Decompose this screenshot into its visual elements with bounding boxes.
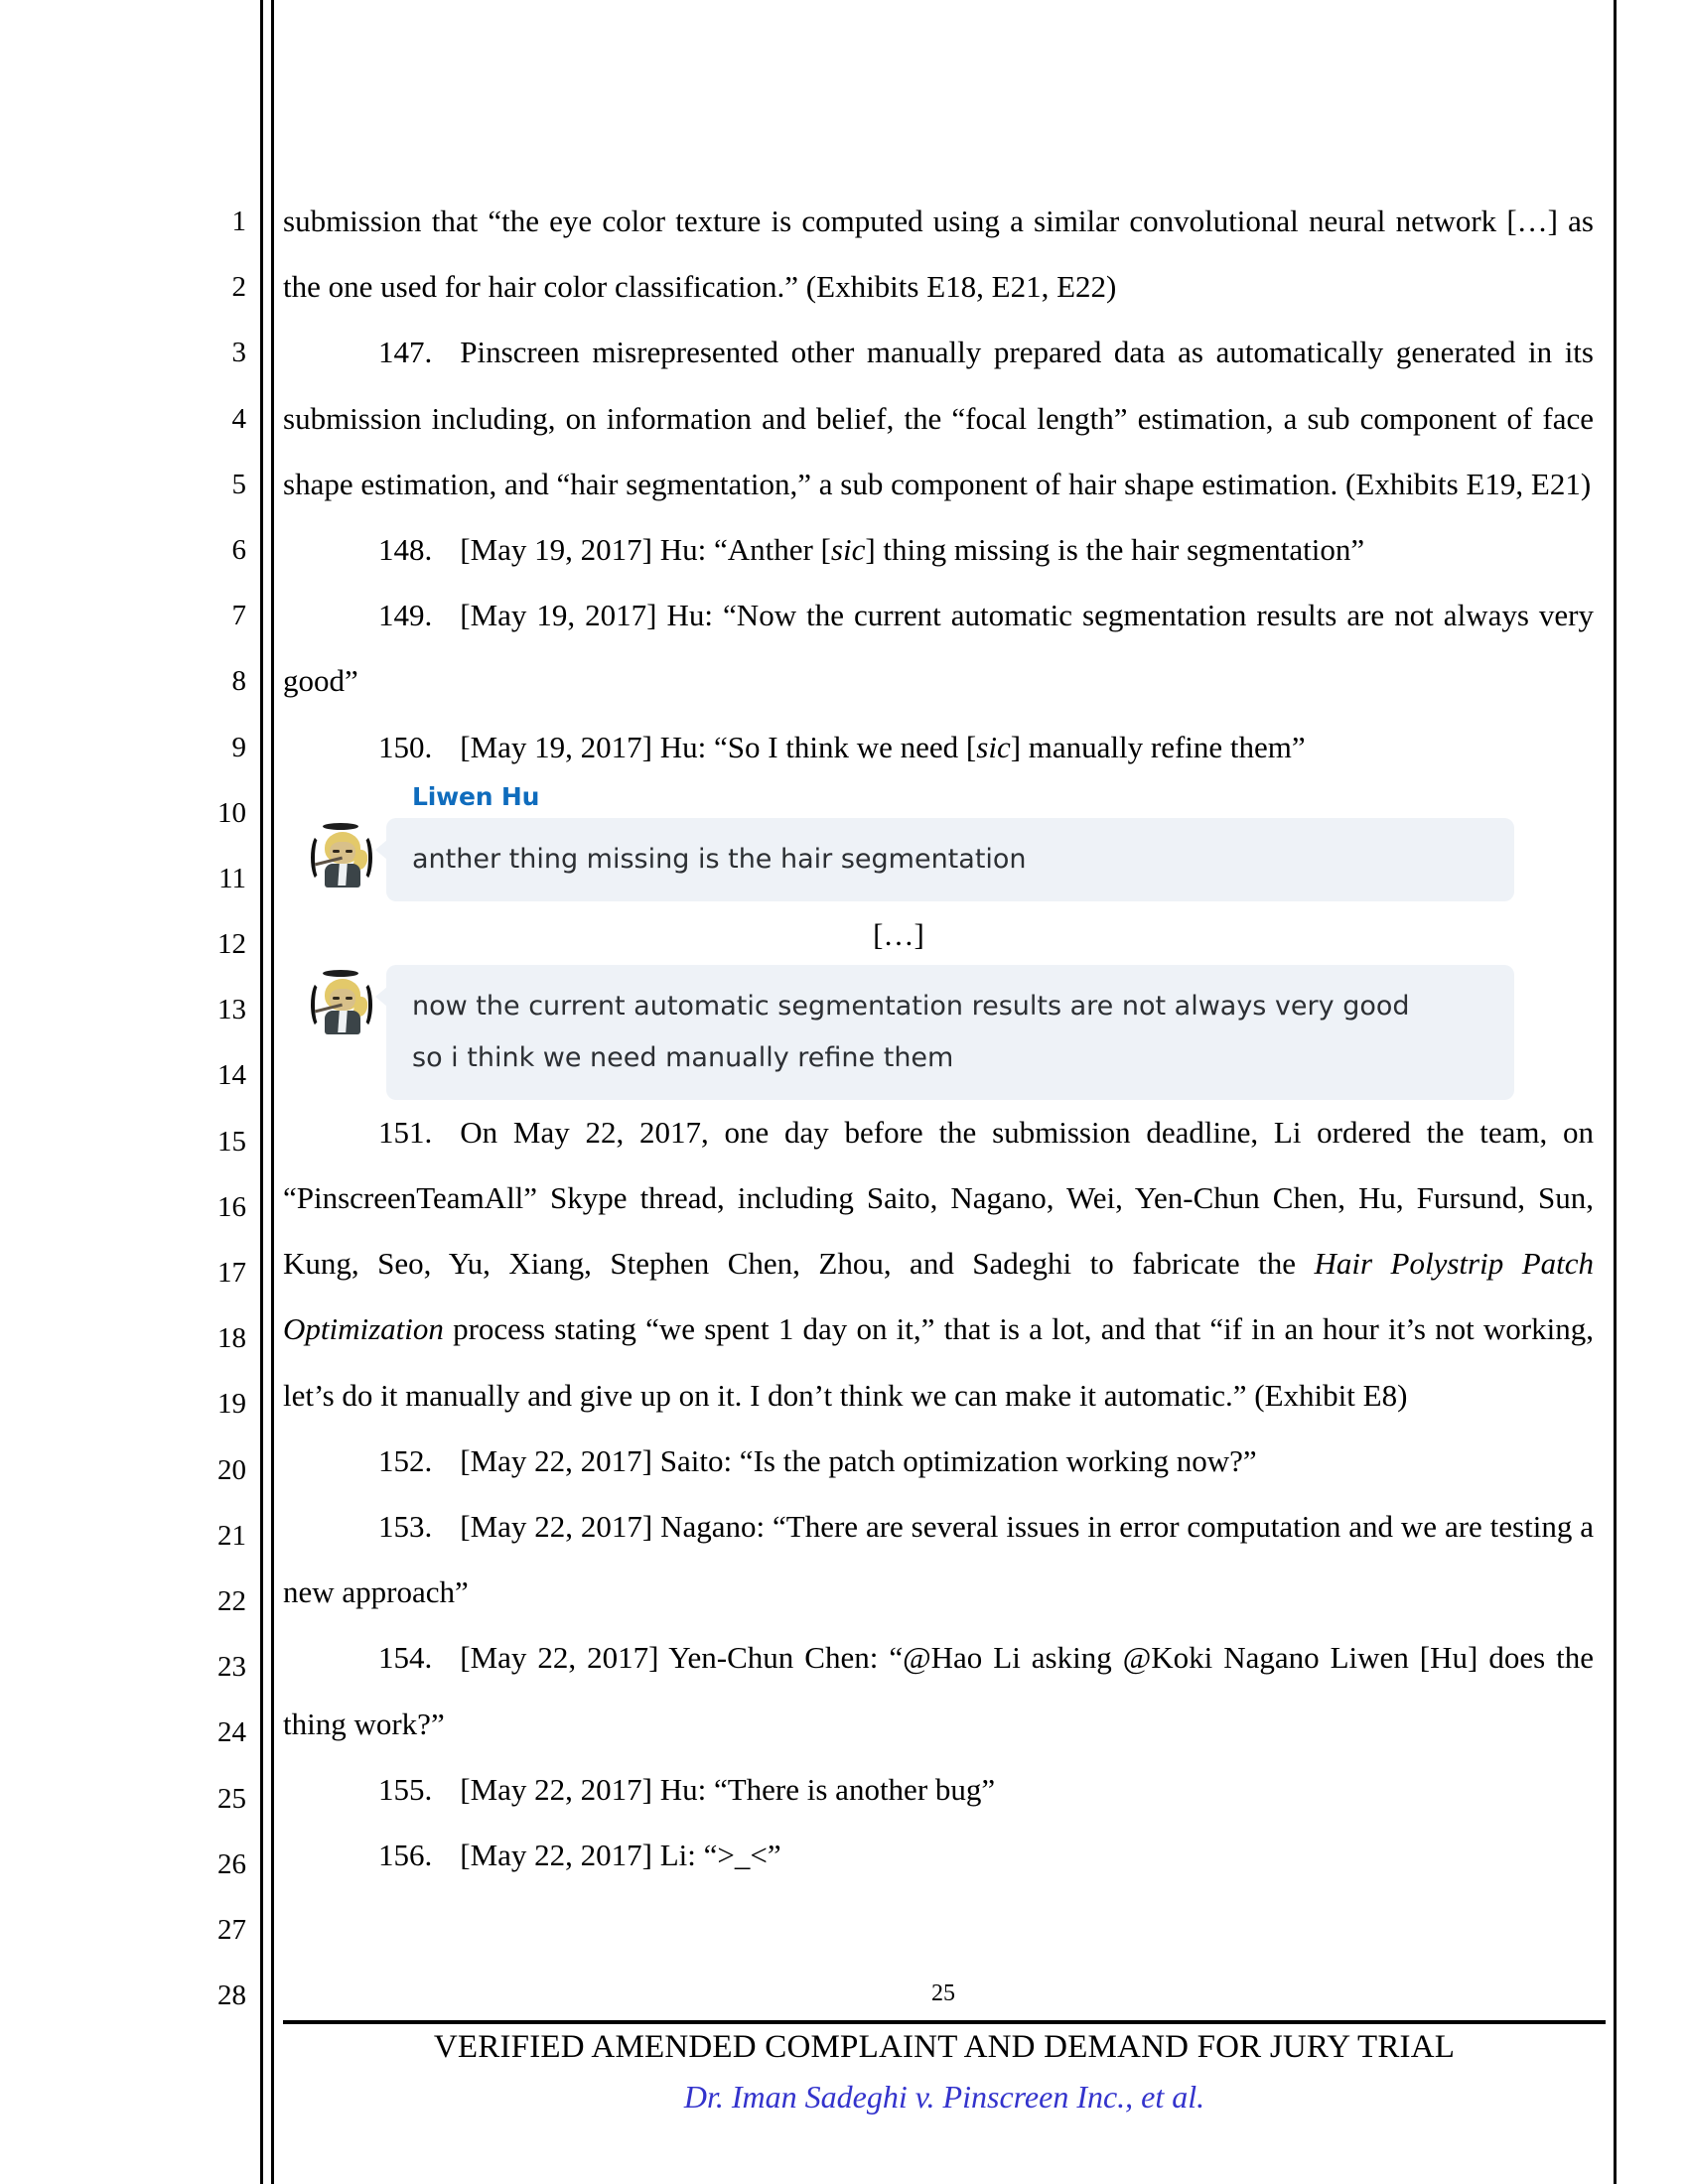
paragraph-number: 154. — [378, 1640, 433, 1676]
paragraph-text: [May 22, 2017] Yen-Chun Chen: “@Hao Li asking @Koki Nagano Liwen [Hu] does the thing work?” — [283, 1640, 1594, 1741]
line-number: 6 — [231, 533, 246, 566]
paragraph-number: 156. — [378, 1838, 433, 1873]
paragraph-150 — [283, 715, 1594, 780]
paragraph-number: 155. — [378, 1771, 433, 1807]
avatar-collar-icon — [338, 864, 348, 886]
paragraph-154 — [283, 1625, 1594, 1756]
line-number: 5 — [231, 468, 246, 500]
line-number: 9 — [231, 731, 246, 763]
avatar — [311, 967, 372, 1034]
sic-marker: sic — [976, 729, 1011, 764]
line-number: 17 — [217, 1257, 246, 1289]
line-number: 23 — [217, 1651, 246, 1684]
paragraph-text-part2: process stating “we spent 1 day on it,” that is a lot, and that “if in an hour it’s not working, let’s do it manually and give up on it. I don’t think we can make it automatic.” (Exhibit E8) — [283, 1311, 1594, 1413]
line-number: 15 — [217, 1125, 246, 1158]
avatar-eye-left-icon — [333, 850, 340, 853]
avatar-eye-left-icon — [333, 997, 340, 1000]
sic-marker: sic — [830, 532, 866, 568]
line-number: 21 — [217, 1519, 246, 1552]
chat-ellipsis-separator: […] — [873, 916, 924, 952]
line-number: 19 — [217, 1388, 246, 1421]
line-number: 1 — [231, 205, 246, 237]
exhibit-title-italic: Hair Polystrip Patch Optimization — [283, 1246, 1594, 1347]
line-number: 3 — [231, 337, 246, 369]
paragraph-149 — [283, 583, 1594, 714]
continuation-text: submission that “the eye color texture is computed using a similar convolutional neural network […] as the one used for hair color classification.” (Exhibits E18, E21, E22) — [283, 204, 1594, 305]
paragraph-text: Pinscreen misrepresented other manually prepared data as automatically generated in its submission including, on information and belief, the “focal length” estimation, a sub component of face shape estimation, and “hair segmentation,” a sub component of hair shape estimation. (Exhibits E19, E21) — [283, 335, 1594, 501]
paragraph-text-before: [May 19, 2017] Hu: “So I think we need [ — [460, 729, 977, 764]
paragraph-text: [May 22, 2017] Li: “>_<” — [460, 1838, 781, 1873]
paragraph-number: 147. — [378, 335, 433, 370]
line-number: 10 — [217, 796, 246, 829]
paragraph-text: [May 22, 2017] Hu: “There is another bug” — [460, 1771, 996, 1807]
paragraph-number: 151. — [378, 1114, 433, 1150]
paragraph-text: [May 22, 2017] Saito: “Is the patch optimization working now?” — [460, 1442, 1257, 1478]
paragraph-text: [May 19, 2017] Hu: “Now the current automatic segmentation results are not always very good” — [283, 598, 1594, 699]
paragraph-text-after: ] manually refine them” — [1010, 729, 1306, 764]
paragraph-number: 150. — [378, 729, 433, 764]
line-number: 26 — [217, 1847, 246, 1880]
footer-case-caption: Dr. Iman Sadeghi v. Pinscreen Inc., et al. — [683, 2079, 1205, 2115]
line-number: 20 — [217, 1453, 246, 1486]
paragraph-text-after: ] thing missing is the hair segmentation” — [865, 532, 1365, 568]
avatar-eye-right-icon — [346, 850, 352, 853]
paragraph-152 — [283, 1429, 1594, 1494]
paragraph-text: [May 22, 2017] Nagano: “There are several issues in error computation and we are testing a new approach” — [283, 1509, 1594, 1610]
paragraph-156 — [283, 1823, 1594, 1888]
line-number: 7 — [231, 600, 246, 632]
footer-document-title: VERIFIED AMENDED COMPLAINT AND DEMAND FOR JURY TRIAL — [433, 2029, 1456, 2065]
line-number: 18 — [217, 1322, 246, 1355]
paragraph-151 — [283, 1100, 1594, 1429]
chat-message-text: now the current automatic segmentation results are not always very good — [412, 990, 1410, 1022]
pleading-rule-left-outer — [260, 0, 263, 2184]
line-number: 27 — [217, 1913, 246, 1946]
footer-divider — [283, 2020, 1606, 2024]
avatar-eye-right-icon — [346, 997, 352, 1000]
body-text-column — [283, 189, 1594, 1888]
line-number: 8 — [231, 665, 246, 698]
avatar-hat-icon — [323, 823, 358, 830]
paragraph-148 — [283, 517, 1594, 583]
chat-sender-name: Liwen Hu — [412, 781, 540, 811]
chat-message-text: so i think we need manually refine them — [412, 1041, 954, 1073]
chat-message-row — [283, 965, 1514, 1100]
paragraph-number: 148. — [378, 532, 433, 568]
paragraph-153 — [283, 1494, 1594, 1625]
paragraph-number: 152. — [378, 1442, 433, 1478]
chat-message-text: anther thing missing is the hair segmentation — [412, 843, 1027, 875]
avatar-hat-icon — [323, 970, 358, 977]
paragraph-155 — [283, 1757, 1594, 1823]
skype-chat-exhibit — [283, 780, 1514, 1100]
paragraph-number: 153. — [378, 1509, 433, 1545]
page-number: 25 — [931, 1980, 955, 2006]
line-number: 28 — [217, 1979, 246, 2012]
line-number: 16 — [217, 1190, 246, 1223]
line-number-gutter — [199, 189, 246, 2028]
line-number: 2 — [231, 271, 246, 304]
line-number: 12 — [217, 928, 246, 961]
line-number: 4 — [231, 402, 246, 435]
pleading-rule-right — [1614, 0, 1617, 2184]
line-number: 11 — [218, 862, 246, 894]
paragraph-text-part1: On May 22, 2017, one day before the submission deadline, Li ordered the team, on “PinscreenTeamAll” Skype thread, including Saito, Nagano, Wei, Yen-Chun Chen, Hu, Fursund, Sun, Kung, Seo, Yu, Xiang, Stephen Chen, Zhou, and Sadeghi to fabricate the — [283, 1114, 1594, 1282]
avatar-collar-icon — [338, 1011, 348, 1032]
line-number: 14 — [217, 1059, 246, 1092]
line-number: 13 — [217, 994, 246, 1026]
paragraph-text-before: [May 19, 2017] Hu: “Anther [ — [460, 532, 831, 568]
chat-bubble — [386, 965, 1514, 1100]
chat-message-row — [283, 818, 1514, 901]
paragraph-continuation — [283, 189, 1594, 320]
line-number: 25 — [217, 1782, 246, 1815]
line-number: 24 — [217, 1716, 246, 1749]
line-number: 22 — [217, 1584, 246, 1617]
paragraph-number: 149. — [378, 598, 433, 633]
paragraph-147 — [283, 320, 1594, 517]
pleading-rule-left-inner — [271, 0, 274, 2184]
chat-bubble — [386, 818, 1514, 901]
avatar — [311, 820, 372, 887]
